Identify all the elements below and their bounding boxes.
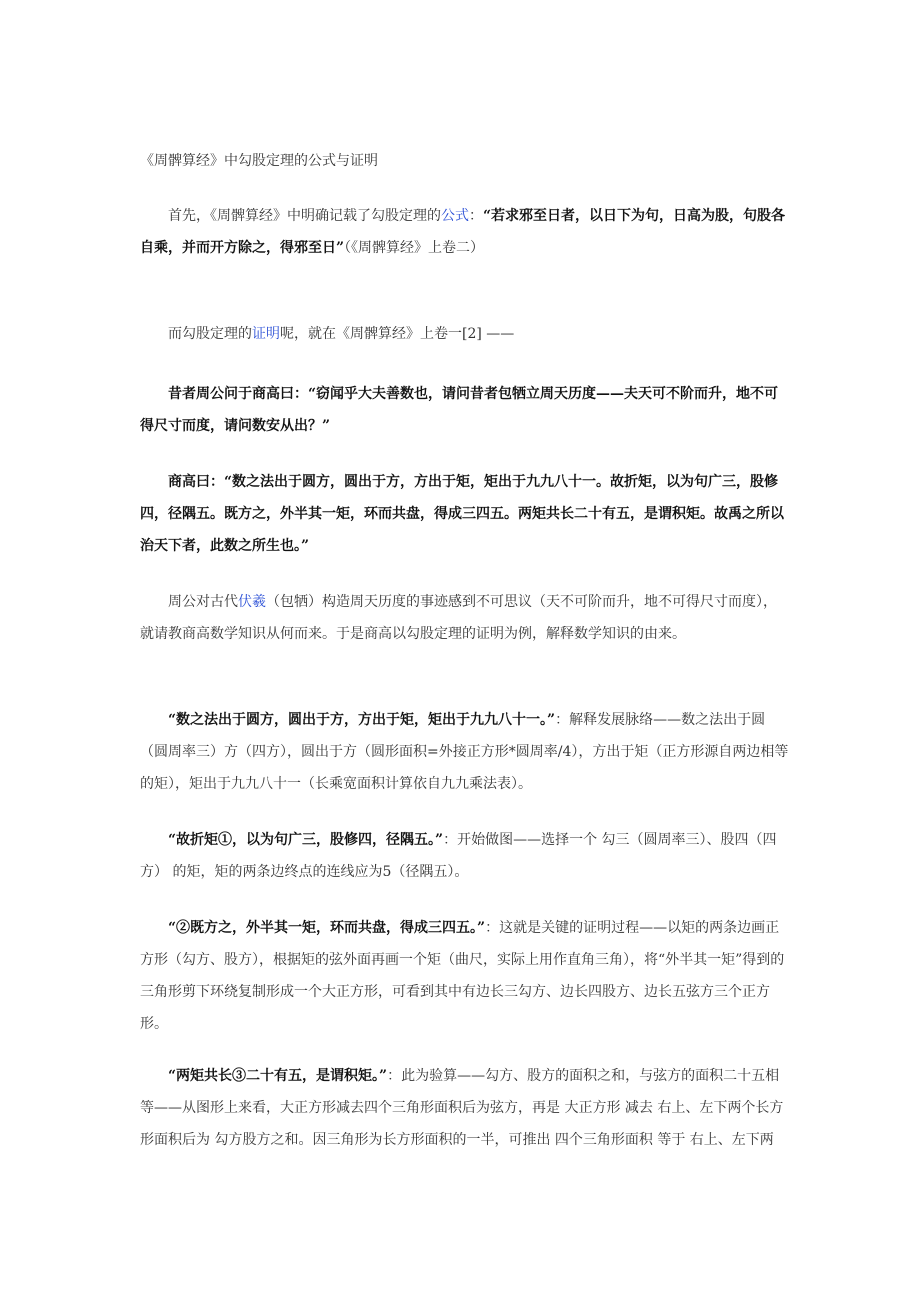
paragraph-proof-intro: 而勾股定理的证明呢，就在《周髀算经》上卷一[2] ——	[168, 326, 515, 342]
paragraph-annotation-2: “故折矩①，以为句广三，股修四，径隅五。”：开始做图——选择一个 勾三（圆周率三）、股四（四方） 的矩，矩的两条边终点的连线应为5（径隅五）。	[140, 832, 777, 880]
paragraph-annotation-4: “两矩共长③二十有五，是谓积矩。”：此为验算——勾方、股方的面积之和，与弦方的面积二十五相等——从图形上来看，大正方形减去四个三角形面积后为弦方，再是 大正方形 减去 右上、左下两个长方形面积后为 勾方股方之和。因三角形为长方形面积的一半，可推出 四个三角形面积 等于 右上、左下两	[140, 1068, 784, 1148]
paragraph-shanggao-answer: 商高曰：“数之法出于圆方，圆出于方，方出于矩，矩出于九九八十一。故折矩，以为句广三，股修四，径隅五。既方之，外半其一矩，环而共盘，得成三四五。两矩共长二十有五，是谓积矩。故禹之所以治天下者，此数之所生也。”	[140, 474, 784, 554]
paragraph-zhougong-question: 昔者周公问于商高曰：“窃闻乎大夫善数也，请问昔者包牺立周天历度——夫天可不阶而升，地不可得尺寸而度，请问数安从出？”	[140, 386, 779, 434]
paragraph-formula: 首先，《周髀算经》中明确记载了勾股定理的公式：“若求邪至日者，以日下为句，日高为股，句股各自乘，并而开方除之，得邪至日”（《周髀算经》上卷二）	[140, 208, 786, 256]
document-title: 《周髀算经》中勾股定理的公式与证明	[140, 153, 378, 169]
paragraph-annotation-3: “②既方之，外半其一矩，环而共盘，得成三四五。”：这就是关键的证明过程——以矩的两条边画正方形（勾方、股方），根据矩的弦外面再画一个矩（曲尺，实际上用作直角三角），将“外半其一矩”得到的三角形剪下环绕复制形成一个大正方形，可看到其中有边长三勾方、边长四股方、边长五弦方三个正方形。	[140, 920, 785, 1032]
paragraph-annotation-1: “数之法出于圆方，圆出于方，方出于矩，矩出于九九八十一。”：解释发展脉络——数之法出于圆（圆周率三）方（四方），圆出于方（圆形面积=外接正方形*圆周率/4），方出于矩（正方形源自两边相等的矩），矩出于九九八十一（长乘宽面积计算依自九九乘法表）。	[140, 712, 789, 792]
quote-text: “若求邪至日者，以日下为句，日高为股，句股各自乘，并而开方除之，得邪至日”	[140, 208, 786, 256]
paragraph-explanation: 周公对古代伏羲（包牺）构造周天历度的事迹感到不可思议（天不可阶而升，地不可得尺寸而度），就请教商高数学知识从何而来。于是商高以勾股定理的证明为例，解释数学知识的由来。	[140, 594, 777, 642]
formula-link[interactable]: 公式	[441, 208, 469, 224]
fuxi-link[interactable]: 伏羲	[238, 594, 266, 610]
proof-link[interactable]: 证明	[252, 326, 280, 342]
paragraph-text: 首先，《周髀算经》中明确记载了勾股定理的	[168, 208, 441, 224]
